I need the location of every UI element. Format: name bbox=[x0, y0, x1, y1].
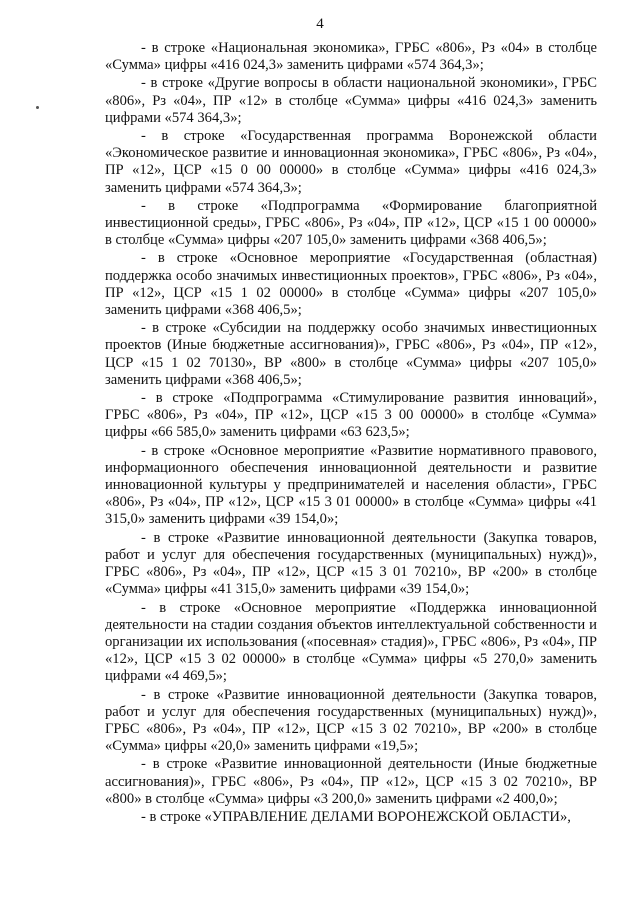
page-number: 4 bbox=[316, 16, 324, 32]
amendment-paragraph: - в строке «Основное мероприятие «Поддержка инновационной деятельности на стадии создания объектов интеллектуальной собственности и организации их использования («посевная» стадия)», ГРБС «806», Рз «04», ПР «12», ЦСР «15 3 02 00000» в столбце «Сумма» цифры «5 270,0» заменить цифрами «4 469,5»; bbox=[105, 599, 597, 685]
amendment-paragraph: - в строке «Основное мероприятие «Развитие нормативного правового, информационного обеспечения инновационной деятельности и развитие инновационной культуры у предпринимателей и населения области», ГРБС «806», Рз «04», ПР «12», ЦСР «15 3 01 00000» в столбце «Сумма» цифры «41 315,0» заменить цифрами «39 154,0»; bbox=[105, 442, 597, 528]
amendment-paragraph: - в строке «Государственная программа Воронежской области «Экономическое развитие и инновационная экономика», ГРБС «806», Рз «04», ПР «12», ЦСР «15 0 00 00000» в столбце «Сумма» цифры «416 024,3» заменить цифрами «574 364,3»; bbox=[105, 128, 597, 196]
document-body bbox=[105, 40, 597, 827]
amendment-paragraph: - в строке «Основное мероприятие «Государственная (областная) поддержка особо значимых инвестиционных проектов», ГРБС «806», Рз «04», ПР «12», ЦСР «15 1 02 00000» в столбце «Сумма» цифры «207 105,0» заменить цифрами «368 406,5»; bbox=[105, 250, 597, 319]
amendment-paragraph: - в строке «Развитие инновационной деятельности (Закупка товаров, работ и услуг для обеспечения государственных (муниципальных) нужд)», ГРБС «806», Рз «04», ПР «12», ЦСР «15 3 02 70210», ВР «200» в столбце «Сумма» цифры «20,0» заменить цифрами «19,5»; bbox=[105, 686, 597, 755]
scan-speck bbox=[36, 106, 39, 109]
amendment-paragraph: - в строке «УПРАВЛЕНИЕ ДЕЛАМИ ВОРОНЕЖСКОЙ ОБЛАСТИ», bbox=[141, 808, 571, 825]
amendment-paragraph: - в строке «Национальная экономика», ГРБС «806», Рз «04» в столбце «Сумма» цифры «416 024,3» заменить цифрами «574 364,3»; bbox=[105, 40, 597, 74]
amendment-paragraph: - в строке «Подпрограмма «Формирование благоприятной инвестиционной среды», ГРБС «806», Рз «04», ПР «12», ЦСР «15 1 00 00000» в столбце «Сумма» цифры «207 105,0» заменить цифрами «368 406,5»; bbox=[105, 197, 597, 249]
amendment-paragraph: - в строке «Другие вопросы в области национальной экономики», ГРБС «806», Рз «04», ПР «12» в столбце «Сумма» цифры «416 024,3» заменить цифрами «574 364,3»; bbox=[105, 75, 597, 126]
amendment-paragraph: - в строке «Развитие инновационной деятельности (Закупка товаров, работ и услуг для обеспечения государственных (муниципальных) нужд)», ГРБС «806», Рз «04», ПР «12», ЦСР «15 3 01 70210», ВР «200» в столбце «Сумма» цифры «41 315,0» заменить цифрами «39 154,0»; bbox=[105, 529, 597, 598]
amendment-paragraph: - в строке «Субсидии на поддержку особо значимых инвестиционных проектов (Иные бюджетные ассигнования)», ГРБС «806», Рз «04», ПР «12», ЦСР «15 1 02 70130», ВР «800» в столбце «Сумма» цифры «207 105,0» заменить цифрами «368 406,5»; bbox=[105, 320, 597, 388]
amendment-paragraph: - в строке «Подпрограмма «Стимулирование развития инноваций», ГРБС «806», Рз «04», ПР «12», ЦСР «15 3 00 00000» в столбце «Сумма» цифры «66 585,0» заменить цифрами «63 623,5»; bbox=[105, 390, 597, 441]
amendment-paragraph: - в строке «Развитие инновационной деятельности (Иные бюджетные ассигнования)», ГРБС «806», Рз «04», ПР «12», ЦСР «15 3 02 70210», ВР «800» в столбце «Сумма» цифры «3 200,0» заменить цифрами «2 400,0»; bbox=[105, 756, 597, 807]
